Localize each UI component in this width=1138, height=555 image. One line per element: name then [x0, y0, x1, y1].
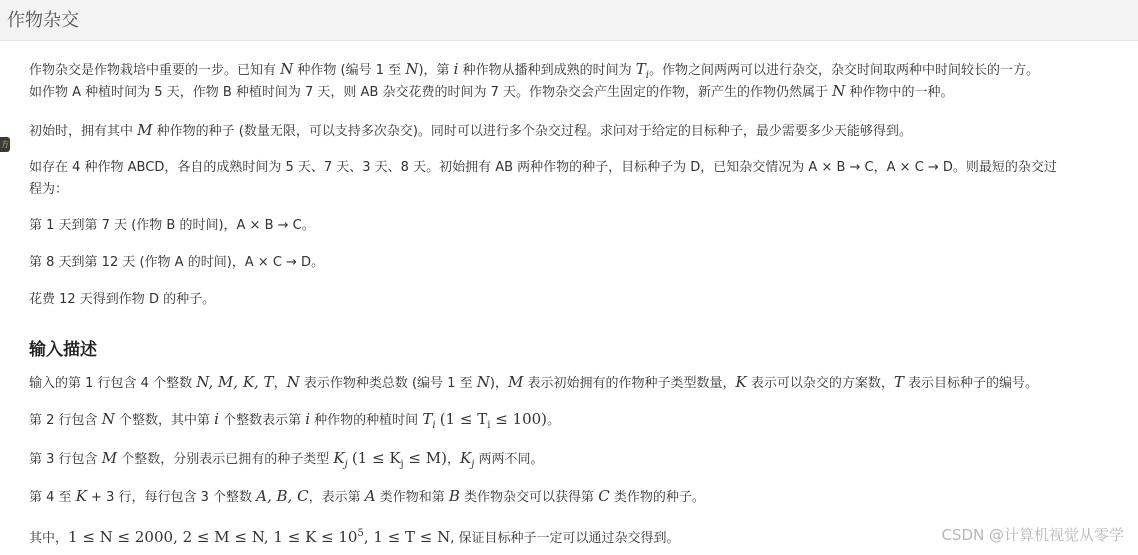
text: 。: [547, 413, 561, 428]
text: 第 3 行包含: [29, 452, 98, 467]
text: + 3 行，每行包含 3 个整数: [91, 490, 253, 505]
math-condition: $(1 \le K_j \le M)$: [351, 449, 447, 470]
text: 第 8 天到第 12 天 (作物 A 的时间)，A × C → D。: [29, 255, 325, 270]
page-title: 作物杂交: [7, 10, 79, 31]
input-line-2: [29, 408, 560, 437]
math-i: i: [453, 60, 459, 78]
text: 。作物之间两两可以进行杂交，杂交时间取两种中时间较长的一方。: [648, 63, 1039, 78]
text: 种作物从播种到成熟的时间为: [462, 63, 632, 78]
text: 输入的第 1 行包含 4 个整数: [29, 376, 193, 391]
text: 个整数表示第: [223, 413, 302, 428]
paragraph-total: [29, 289, 215, 311]
section-heading-input: 输入描述: [29, 340, 97, 360]
text: 表示作物种类总数 (编号 1 至: [303, 376, 473, 391]
math-t: T: [893, 373, 904, 391]
math-n: N: [476, 373, 490, 391]
math-n: N: [405, 60, 419, 78]
text: 作物杂交是作物栽培中重要的一步。已知有: [29, 63, 277, 78]
text: 两两不同。: [478, 452, 544, 467]
input-line-3: [29, 447, 543, 476]
math-k: K: [735, 373, 747, 391]
math-k: K: [75, 487, 87, 505]
text: 第 4 至: [29, 490, 72, 505]
input-line-1: 输入的第 1 行包含 4 个整数 N, M, K, T，N 表示作物种类总数 (编号 1 至 N)，M 表示初始拥有的作物种子类型数量，K 表示可以杂交的方案数，T 表示目标种子的编号。: [29, 373, 1038, 391]
math-vars: A, B, C: [256, 487, 309, 505]
math-n: N: [832, 82, 846, 100]
math-kj: $K_j$: [333, 449, 348, 470]
paragraph-example: [29, 157, 1057, 179]
text: 个整数，分别表示已拥有的种子类型: [121, 452, 330, 467]
math-n: N: [280, 60, 294, 78]
paragraph-initial: [29, 119, 912, 143]
math-ti: $T_i$: [635, 60, 649, 81]
text: 类作物的种子。: [613, 490, 705, 505]
math-m: M: [137, 121, 153, 139]
paragraph-intro-line2: [29, 80, 953, 104]
math-m: M: [101, 449, 118, 467]
math-ti: $T_i$: [422, 410, 436, 431]
paragraph-step2: [29, 252, 324, 274]
paragraph-step1: [29, 215, 315, 237]
text: 花费 12 天得到作物 D 的种子。: [29, 292, 216, 307]
math-b: B: [448, 487, 460, 505]
text: 第 2 行包含: [29, 413, 98, 428]
text: 个整数，其中第: [118, 413, 210, 428]
text: 程为：: [29, 182, 69, 197]
text: 表示初始拥有的作物种子类型数量，: [527, 376, 736, 391]
text: 种作物中的一种。: [849, 85, 954, 100]
text: 第 1 天到第 7 天 (作物 B 的时间)，A × B → C。: [29, 218, 315, 233]
math-c: C: [598, 487, 610, 505]
text: 表示目标种子的编号。: [907, 376, 1038, 391]
text: 表示可以杂交的方案数，: [750, 376, 894, 391]
math-i: i: [305, 410, 311, 428]
math-n: N: [286, 373, 300, 391]
text: 初始时，拥有其中: [29, 124, 134, 139]
text: 其中，: [29, 531, 69, 546]
math-n: N: [101, 410, 115, 428]
csdn-watermark: CSDN @计算机视觉从零学: [941, 526, 1124, 544]
text: , 保证目标种子一定可以通过杂交得到。: [450, 531, 680, 546]
math-m: M: [507, 373, 524, 391]
math-condition: $(1 \le T_i \le 100)$: [439, 410, 548, 431]
page-header: [0, 0, 1138, 41]
text: )，: [489, 376, 508, 391]
math-vars: N, M, K, T: [196, 373, 274, 391]
text: ，表示第: [308, 490, 361, 505]
text: 种作物的种子 (数量无限，可以支持多次杂交)。同时可以进行多个杂交过程。求问对于给定的目标种子，最少需要多少天能够得到。: [156, 124, 912, 139]
text: 类作物杂交可以获得第: [464, 490, 595, 505]
text: )，第: [418, 63, 450, 78]
input-line-5: [29, 523, 680, 550]
text: 类作物和第: [379, 490, 445, 505]
text: 如存在 4 种作物 ABCD，各自的成熟时间为 5 天、7 天、3 天、8 天。初始拥有 AB 两种作物的种子，目标种子为 D，已知杂交情况为 A × B → C，A × C → D。则最短的杂交过: [29, 160, 1057, 175]
side-tab[interactable]: [0, 137, 10, 152]
text: ，: [446, 452, 460, 467]
paragraph-example-line2: [29, 179, 68, 201]
math-i: i: [214, 410, 219, 428]
math-constraints: 1 ≤ N ≤ 2000, 2 ≤ M ≤ N, $1 \le K \le 10^5$, 1 ≤ T ≤ N: [68, 528, 451, 546]
math-kj: $K_j$: [460, 449, 475, 470]
text: 种作物 (编号 1 至: [297, 63, 402, 78]
math-a: A: [364, 487, 376, 505]
side-tab-label: 方: [1, 140, 9, 149]
text: 如作物 A 种植时间为 5 天，作物 B 种植时间为 7 天，则 AB 杂交花费的时间为 7 天。作物杂交会产生固定的作物，新产生的作物仍然属于: [29, 85, 829, 100]
input-line-4: [29, 485, 705, 509]
text: 种作物的种植时间: [314, 413, 419, 428]
